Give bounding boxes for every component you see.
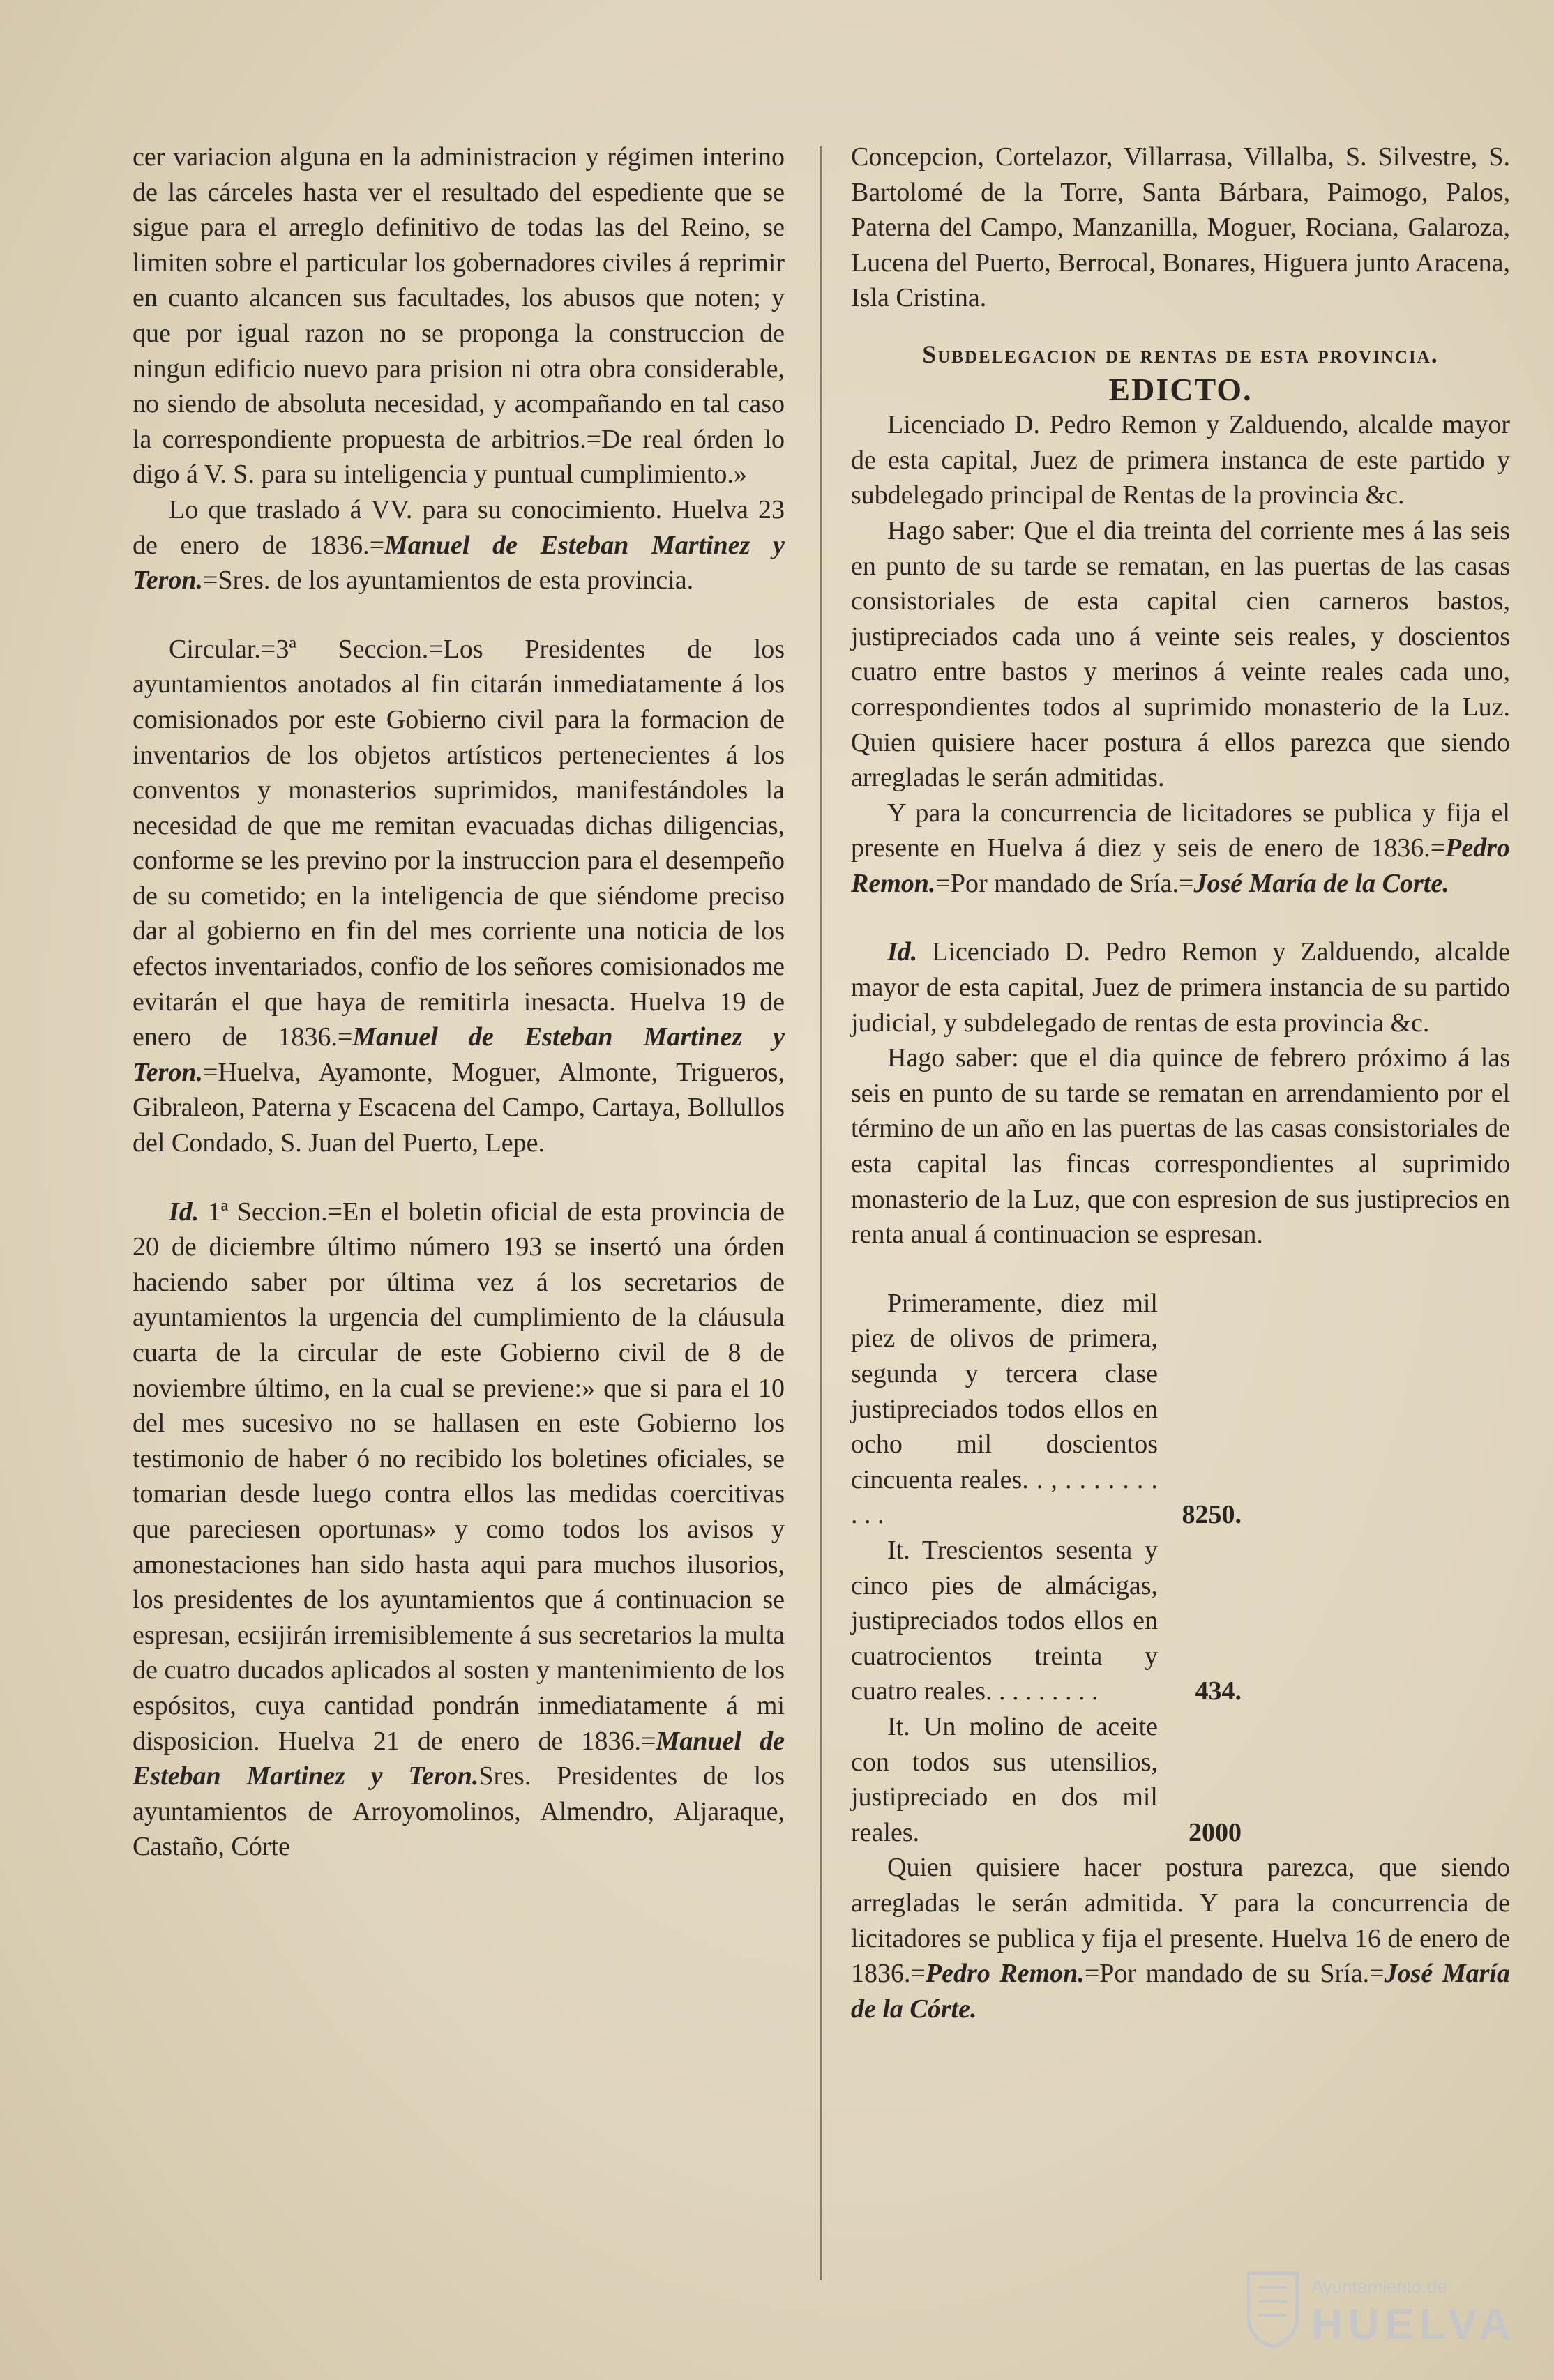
- paragraph: [851, 1850, 1510, 2026]
- paragraph: [133, 1195, 785, 1865]
- paragraph: Concepcion, Cortelazor, Villarrasa, Villalba, S. Silvestre, S. Bartolomé de la Torre, Santa Bárbara, Paimogo, Palos, Paterna del Campo, Manzanilla, Moguer, Rociana, Galaroza, Lucena del Puerto, Berrocal, Bonares, Higuera junto Aracena, Isla Cristina.: [851, 142, 1510, 313]
- paragraph: [851, 934, 1510, 1040]
- watermark-caption: Ayuntamiento de: [1311, 2276, 1447, 2297]
- item-amount: 2000: [1189, 1817, 1242, 1847]
- paragraph: [133, 632, 785, 1161]
- id-marker: Id.: [887, 937, 918, 967]
- signature: Manuel de Esteban Martinez y Teron.: [133, 1726, 785, 1791]
- signature: José María de la Corte.: [1193, 868, 1449, 898]
- paragraph-text: Licenciado D. Pedro Remon y Zalduendo, alcalde mayor de esta capital, Juez de primera instancia de su partido judicial, y subdelegado de rentas de esta provincia &c.: [851, 937, 1510, 1038]
- paragraph: Hago saber: Que el dia treinta del corriente mes á las seis en punto de su tarde se rematan, en las puertas de las casas consistoriales de esta capital cien carneros bastos, justipreciados cada uno á veinte seis reales, y doscientos cuatro entre bastos y merinos á veinte reales cada uno, correspondientes todos al suprimido monasterio de la Luz. Quien quisiere hacer postura á ellos parezca que siendo arregladas le serán admitidas.: [851, 515, 1510, 793]
- paragraph: cer variacion alguna en la administracion y régimen interino de las cárceles hasta ver el resultado del espediente que se sigue para el arreglo definitivo de todas las del Reino, se limiten sobre el particular los gobernadores civiles á reprimir en cuanto alcancen sus facultades, los abusos que noten; y que por igual razon no se proponga la construccion de ningun edificio nuevo para prision ni otra obra considerable, no siendo de absoluta necesidad, y acompañando en tal caso la correspondiente propuesta de arbitrios.=De real órden lo digo á V. S. para su inteligencia y puntual cumplimiento.»: [133, 142, 785, 490]
- signature: Manuel de Esteban Martinez y Teron.: [133, 1022, 785, 1087]
- coat-of-arms-icon: [1242, 2266, 1304, 2350]
- signature: Pedro Remon.: [851, 833, 1510, 898]
- paragraph-text: =Sres. de los ayuntamientos de esta provincia.: [203, 566, 694, 596]
- list-item: [851, 1533, 1242, 1709]
- archive-watermark: [1242, 2259, 1527, 2364]
- spacer: [133, 1161, 785, 1195]
- spacer: [851, 316, 1510, 337]
- left-column: [133, 139, 785, 1865]
- signature: Manuel de Esteban Martinez y Teron.: [133, 530, 785, 596]
- id-marker: Id.: [169, 1197, 199, 1227]
- paragraph: Hago saber: que el dia quince de febrero próximo á las seis en punto de su tarde se rematan en arrendamiento por el término de un año en las puertas de las casas consistoriales de esta capital las fincas correspondientes al suprimido monasterio de la Luz, que con espresion de sus justiprecios en renta anual á continuacion se espresan.: [851, 1043, 1510, 1250]
- paragraph-text: Y para la concurrencia de licitadores se publica y fija el presente en Huelva á diez y seis de enero de 1836.=: [851, 798, 1510, 863]
- paragraph-text: =Huelva, Ayamonte, Moguer, Almonte, Trigueros, Gibraleon, Paterna y Escacena del Campo, Cartaya, Bollullos del Condado, S. Juan del Puerto, Lepe.: [133, 1057, 785, 1158]
- paragraph: [133, 492, 785, 598]
- paragraph: Licenciado D. Pedro Remon y Zalduendo, alcalde mayor de esta capital, Juez de primera instanca de este partido y subdelegado principal de Rentas de la provincia &c.: [851, 410, 1510, 510]
- paragraph-text: Circular.=3ª Seccion.=Los Presidentes de los ayuntamientos anotados al fin citarán inmediatamente á los comisionados por este Gobierno civil para la formacion de inventarios de los objetos artísticos pertenecientes á los conventos y monasterios suprimidos, manifestándoles la necesidad de que me remitan evacuadas dichas diligencias, conforme se les previno por la instruccion para el desempeño de su cometido; en la inteligencia de que siéndome preciso dar al gobierno en fin del mes corriente una noticia de los efectos inventariados, confio de los señores comisionados me evitarán el que haya de remitirla inesacta. Huelva 19 de enero de 1836.=: [133, 634, 785, 1052]
- section-heading: Subdelegacion de rentas de esta provincia.: [922, 340, 1439, 368]
- right-column: [851, 139, 1510, 2026]
- spacer: [133, 598, 785, 632]
- spacer: [851, 1252, 1510, 1286]
- signature: Pedro Remon.: [925, 1959, 1085, 1989]
- watermark-name: HUELVA: [1311, 2301, 1516, 2349]
- paragraph-text: =Por mandado de Sría.=: [935, 868, 1194, 898]
- paragraph-text: 1ª Seccion.=En el boletin oficial de esta provincia de 20 de diciembre último número 193 se insertó una órden haciendo saber por última vez á los secretarios de ayuntamientos la urgencia del cumplimiento de la cláusula cuarta de la circular de este Gobierno civil de 8 de noviembre último, en la cual se previene:» que si para el 10 del mes sucesivo no se hallasen en este Gobierno los testimonio de haber ó no recibido los boletines oficiales, se tomarian desde luego contra ellos las medidas coercitivas que pareciesen oportunas» y como todos los avisos y amonestaciones han sido hasta aqui para muchos ilusorios, los presidentes de los ayuntamientos que á continuacion se espresan, ecsijirán irremisiblemente á sus secretarios la multa de cuatro ducados aplicados al sosten y mantenimiento de los espósitos, cuya cantidad pondrán inmediatamente á mi disposicion. Huelva 21 de enero de 1836.=: [133, 1197, 785, 1756]
- item-description: It. Trescientos sesenta y cinco pies de almácigas, justipreciados todos ellos en cuatrocientos treinta y cuatro reales. . . . . . . . .: [851, 1535, 1158, 1706]
- column-divider: [820, 146, 822, 2280]
- paragraph-text: Lo que traslado á VV. para su conocimiento. Huelva 23 de enero de 1836.=: [133, 494, 785, 560]
- spacer: [851, 901, 1510, 934]
- paragraph-text: =Por mandado de su Sría.=: [1084, 1959, 1385, 1989]
- list-item: [851, 1709, 1242, 1850]
- paragraph-text: Quien quisiere hacer postura parezca, que siendo arregladas le serán admitida. Y para la concurrencia de licitadores se publica y fija el presente. Huelva 16 de enero de 1836.=: [851, 1853, 1510, 1989]
- paragraph: [851, 796, 1510, 902]
- item-description: It. Un molino de aceite con todos sus utensilios, justipreciado en dos mil reales.: [851, 1711, 1158, 1847]
- item-description: Primeramente, diez mil piez de olivos de primera, segunda y tercera clase justipreciados todos ellos en ocho mil doscientos cincuenta reales. . , . . . . . . . . . .: [851, 1288, 1158, 1530]
- edict-title: EDICTO.: [1108, 371, 1253, 407]
- signature: José María de la Córte.: [851, 1959, 1510, 2024]
- paragraph-text: Sres. Presidentes de los ayuntamientos de Arroyomolinos, Almendro, Aljaraque, Castaño, Córte: [133, 1761, 785, 1862]
- property-list: [851, 1286, 1242, 1851]
- list-item: [851, 1286, 1242, 1533]
- item-amount: 434.: [1195, 1676, 1242, 1706]
- item-amount: 8250.: [1182, 1500, 1242, 1530]
